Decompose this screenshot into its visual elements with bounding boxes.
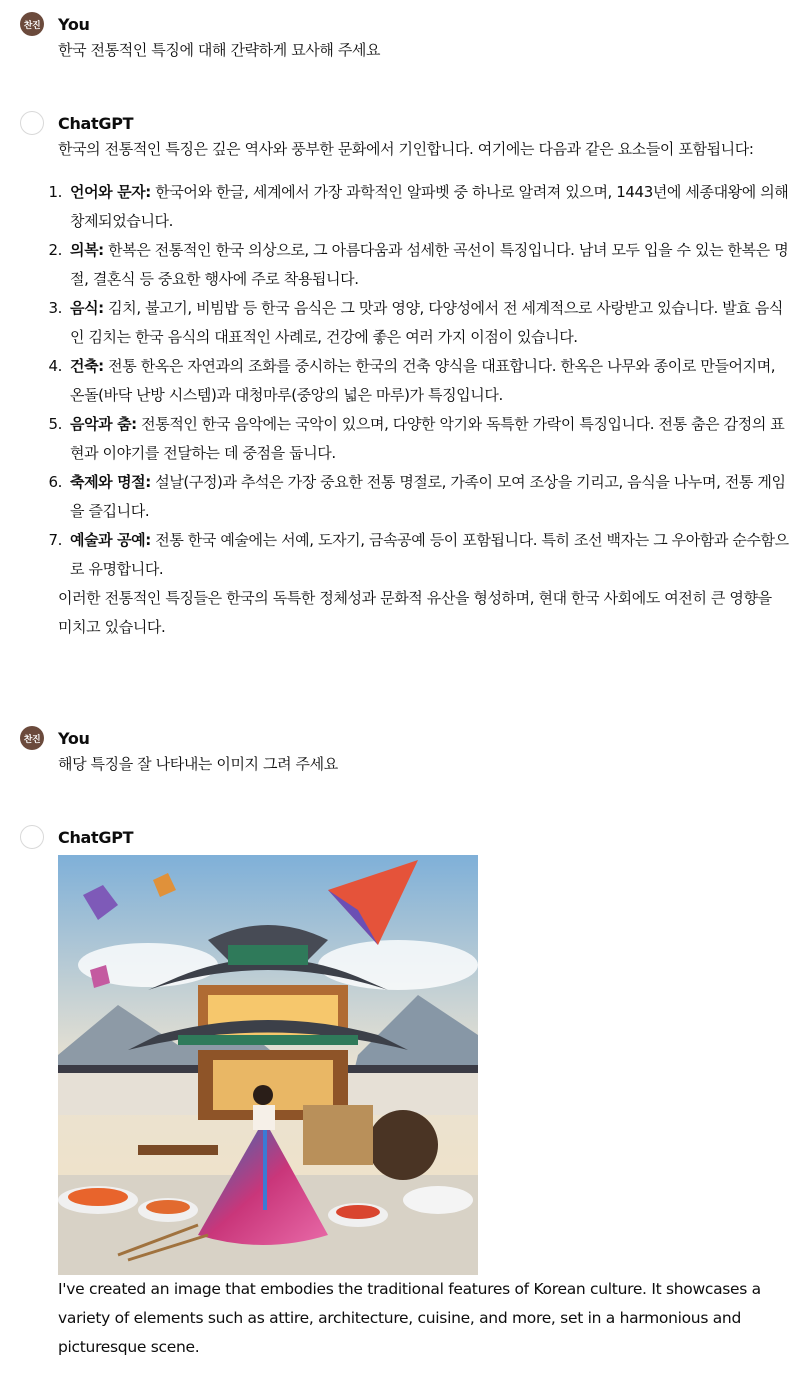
- author-name: ChatGPT: [58, 827, 134, 847]
- list-item-title: 축제와 명절:: [70, 473, 151, 491]
- list-number: 2.: [48, 241, 62, 259]
- chatgpt-avatar-icon: [20, 111, 44, 135]
- list-item: [48, 526, 790, 584]
- list-item-title: 의복:: [70, 241, 104, 259]
- generated-image[interactable]: [58, 855, 478, 1275]
- assistant-message: [20, 825, 790, 1362]
- list-item: [48, 468, 790, 526]
- list-item-text: 김치, 불고기, 비빔밥 등 한국 음식은 그 맛과 영양, 다양성에서 전 세계적으로 사랑받고 있습니다. 발효 음식인 김치는 한국 음식의 대표적인 사례로, 건강에 좋은 여러 가지 이점이 있습니다.: [70, 299, 783, 346]
- user-message-text: 해당 특징을 잘 나타내는 이미지 그려 주세요: [58, 755, 338, 773]
- list-item-title: 건축:: [70, 357, 104, 375]
- user-message: [20, 12, 790, 65]
- list-item-text: 전통 한옥은 자연과의 조화를 중시하는 한국의 건축 양식을 대표합니다. 한옥은 나무와 종이로 만들어지며, 온돌(바닥 난방 시스템)과 대청마루(중앙의 넓은 마루)가 특징입니다.: [70, 357, 776, 404]
- list-item-text: 전통적인 한국 음악에는 국악이 있으며, 다양한 악기와 독특한 가락이 특징입니다. 전통 춤은 감정의 표현과 이야기를 전달하는 데 중점을 둡니다.: [70, 415, 785, 462]
- list-item-text: 설날(구정)과 추석은 가장 중요한 전통 명절로, 가족이 모여 조상을 기리고, 음식을 나누며, 전통 게임을 즐깁니다.: [70, 473, 786, 520]
- list-number: 5.: [48, 415, 62, 433]
- feature-list: [48, 178, 790, 584]
- hanok-scene-illustration: [58, 855, 478, 1275]
- assistant-closing-text: 이러한 전통적인 특징들은 한국의 독특한 정체성과 문화적 유산을 형성하며, 현대 한국 사회에도 여전히 큰 영향을 미치고 있습니다.: [58, 589, 772, 636]
- list-item-text: 전통 한국 예술에는 서예, 도자기, 금속공예 등이 포함됩니다. 특히 조선 백자는 그 우아함과 순수함으로 유명합니다.: [70, 531, 789, 578]
- list-item-text: 한복은 전통적인 한국 의상으로, 그 아름다움과 섬세한 곡선이 특징입니다. 남녀 모두 입을 수 있는 한복은 명절, 결혼식 등 중요한 행사에 주로 착용됩니다.: [70, 241, 789, 288]
- list-item-text: 한국어와 한글, 세계에서 가장 과학적인 알파벳 중 하나로 알려져 있으며, 1443년에 세종대왕에 의해 창제되었습니다.: [70, 183, 789, 230]
- list-item-title: 음악과 춤:: [70, 415, 137, 433]
- list-number: 7.: [48, 531, 62, 549]
- list-number: 1.: [48, 183, 62, 201]
- list-item: [48, 178, 790, 236]
- author-name: You: [58, 728, 90, 748]
- user-message-text: 한국 전통적인 특징에 대해 간략하게 묘사해 주세요: [58, 41, 381, 59]
- list-number: 3.: [48, 299, 62, 317]
- list-item: [48, 410, 790, 468]
- list-number: 6.: [48, 473, 62, 491]
- list-item-title: 음식:: [70, 299, 104, 317]
- assistant-intro-text: 한국의 전통적인 특징은 깊은 역사와 풍부한 문화에서 기인합니다. 여기에는 다음과 같은 요소들이 포함됩니다:: [58, 140, 754, 158]
- list-item-title: 언어와 문자:: [70, 183, 151, 201]
- user-message: [20, 726, 790, 779]
- list-item-title: 예술과 공예:: [70, 531, 151, 549]
- list-item: [48, 236, 790, 294]
- assistant-caption-text: I've created an image that embodies the traditional features of Korean culture. It showcases a variety of elements such as attire, architecture, cuisine, and more, set in a harmonious and picturesque scene.: [58, 1280, 761, 1356]
- chatgpt-avatar-icon: [20, 825, 44, 849]
- user-avatar: 찬진: [20, 12, 44, 36]
- author-name: You: [58, 14, 90, 34]
- assistant-message: [20, 111, 790, 642]
- user-avatar: 찬진: [20, 726, 44, 750]
- list-item: [48, 294, 790, 352]
- list-item: [48, 352, 790, 410]
- list-number: 4.: [48, 357, 62, 375]
- author-name: ChatGPT: [58, 113, 134, 133]
